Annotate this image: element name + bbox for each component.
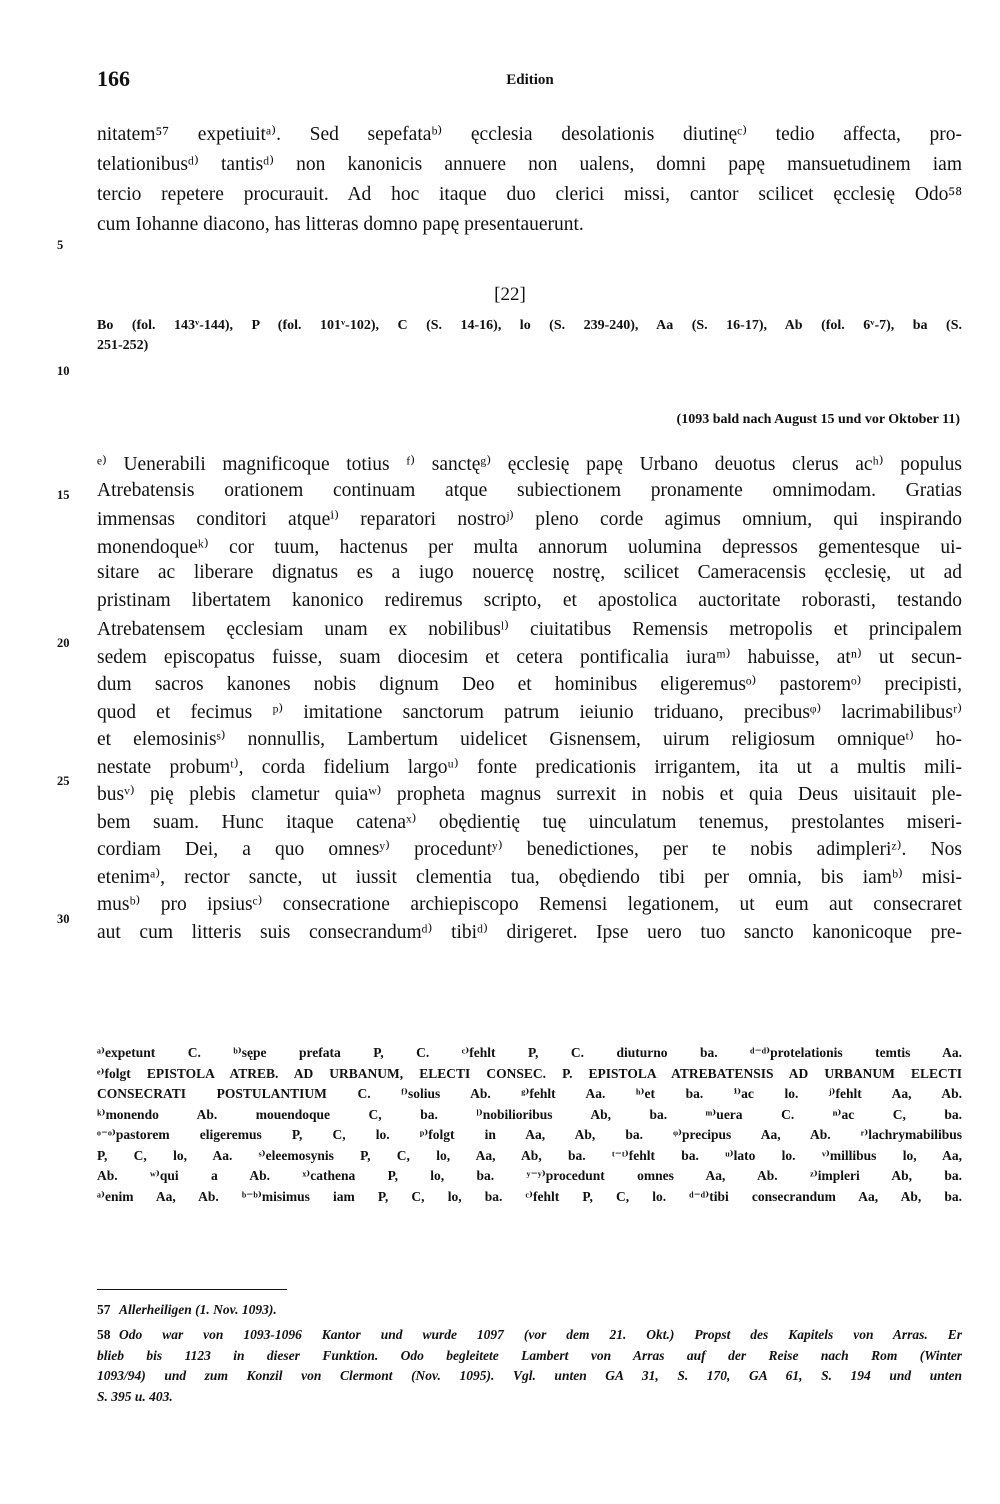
text-line: monendoqueᵏ⁾ cor tuum, hactenus per multa annorum uolumina depressos gementesque ui- [97,536,962,558]
apparatus-line: ᵃ⁾enim Aa, Ab. ᵇ⁻ᵇ⁾misimus iam P, C, lo, ba. ᶜ⁾fehlt P, C, lo. ᵈ⁻ᵈ⁾tibi consecrandum Aa, Ab, ba. [97,1188,962,1204]
page-number: 166 [97,66,130,91]
text-line: sitare ac liberare dignatus es a iugo nouercę nostrę, scilicet Cameracensis ęcclesię, ut ad [97,562,962,583]
text-line: etenimᵃ⁾, rector sancte, ut iussit clementia tua, obędiendo tibi per omnia, bis iamᵇ⁾ misi- [97,866,962,888]
intro-line: telationibusᵈ⁾ tantisᵈ⁾ non kanonicis annuere non ualens, domni papę mansuetudinem iam [97,154,962,175]
text-line: cordiam Dei, a quo omnesʸ⁾ proceduntʸ⁾ benedictiones, per te nobis adimpleriᶻ⁾. Nos [97,839,962,860]
line-number: 30 [57,912,70,926]
witness-line: Bo (fol. 143ᵛ-144), P (fol. 101ᵛ-102), C (S. 14-16), lo (S. 239-240), Aa (S. 16-17), Ab (fol. 6ᵛ-7), ba (S. [97,318,962,333]
text-line: dum sacros kanones nobis dignum Deo et hominibus eligeremusᵒ⁾ pastoremᵒ⁾ precipisti, [97,674,962,695]
intro-line: cum Iohanne diacono, has litteras domno papę presentauerunt. [97,214,584,235]
apparatus-line: CONSECRATI POSTULANTIUM C. ᶠ⁾solius Ab. ᵍ⁾fehlt Aa. ʰ⁾et ba. ⁱ⁾ac lo. ʲ⁾fehlt Aa, Ab. [97,1086,962,1101]
footnote-line: 1093/94) und zum Konzil von Clermont (Nov. 1095). Vgl. unten GA 31, S. 170, GA 61, S. 194 und unten [97,1368,962,1383]
intro-line: tercio repetere procurauit. Ad hoc itaque duo clerici missi, cantor scilicet ęcclesię Odo⁵⁸ [97,184,962,205]
line-number: 20 [57,636,70,650]
text-line: pristinam libertatem kanonico rediremus scripto, et apostolica auctoritate roborasti, testando [97,589,962,611]
text-line: immensas conditori atqueⁱ⁾ reparatori nostroʲ⁾ pleno corde agimus omnium, qui inspirando [97,509,962,530]
text-line: aut cum litteris suis consecrandumᵈ⁾ tibiᵈ⁾ dirigeret. Ipse uero tuo sancto kanonicoque pre- [97,921,962,943]
footnote-divider [97,1289,287,1290]
text-line: quod et fecimus ᵖ⁾ imitatione sanctorum patrum ieiunio triduano, precibusᵠ⁾ lacrimabilibusʳ⁾ [97,701,962,723]
text-line: musᵇ⁾ pro ipsiusᶜ⁾ consecratione archiepiscopo Remensi legationem, ut eum aut consecraret [97,894,962,915]
running-title: Edition [506,72,554,88]
witness-line: 251-252) [97,338,149,353]
footnote-line: Odo war von 1093-1096 Kantor und wurde 1097 (vor dem 21. Okt.) Propst des Kapitels von Arras. Er [119,1327,962,1342]
line-number: 15 [57,488,70,502]
text-line: sedem episcopatus fuisse, suam diocesim et cetera pontificalia iuraᵐ⁾ habuisse, atⁿ⁾ ut secun- [97,646,962,668]
apparatus-line: ᵉ⁾folgt EPISTOLA ATREB. AD URBANUM, ELECTI CONSEC. P. EPISTOLA ATREBATENSIS AD URBANUM ELECTI [97,1065,962,1081]
apparatus-line: ᵃ⁾expetunt C. ᵇ⁾sępe prefata P, C. ᶜ⁾fehlt P, C. diuturno ba. ᵈ⁻ᵈ⁾protelationis temtis Aa. [97,1045,962,1060]
text-line: ᵉ⁾ Uenerabili magnificoque totius ᶠ⁾ sanctęᵍ⁾ ęcclesię papę Urbano deuotus clerus acʰ⁾ populus [97,454,962,475]
intro-line: nitatem⁵⁷ expetiuitᵃ⁾. Sed sepefataᵇ⁾ ęcclesia desolationis diutinęᶜ⁾ tedio affecta, pro- [97,124,962,145]
footnote-number: 57 [97,1302,111,1317]
text-line: busᵛ⁾ pię plebis clametur quiaʷ⁾ propheta magnus surrexit in nobis et quia Deus uisitauit ple- [97,784,962,805]
footnote-line: Allerheiligen (1. Nov. 1093). [119,1302,277,1317]
apparatus-line: Ab. ʷ⁾qui a Ab. ˣ⁾cathena P, lo, ba. ʸ⁻ʸ⁾procedunt omnes Aa, Ab. ᶻ⁾impleri Ab, ba. [97,1168,962,1183]
apparatus-line: P, C, lo, Aa. ˢ⁾eleemosynis P, C, lo, Aa, Ab, ba. ᵗ⁻ᵗ⁾fehlt ba. ᵘ⁾lato lo. ᵛ⁾millibus lo, Aa, [97,1147,962,1163]
line-number: 5 [57,238,64,252]
text-line: bem suam. Hunc itaque catenaˣ⁾ obędientię tuę uinculatum tenemus, prestolantes miseri- [97,811,962,833]
document-dating: (1093 bald nach August 15 und vor Oktober 11) [676,412,960,427]
apparatus-line: ᵏ⁾monendo Ab. mouendoque C, ba. ˡ⁾nobilioribus Ab, ba. ᵐ⁾uera C. ⁿ⁾ac C, ba. [97,1106,962,1122]
footnote-line: S. 395 u. 403. [97,1388,173,1404]
text-line: Atrebatensis orationem continuam atque subiectionem pronamente omnimodam. Gratias [97,479,962,501]
text-line: nestate probumᵗ⁾, corda fidelium largoᵘ⁾ fonte predicationis irrigantem, ita ut a multis mili- [97,756,962,778]
footnote-line: blieb bis 1123 in dieser Funktion. Odo begleitete Lambert von Arras auf der Reise nach Rom (Winter [97,1347,962,1363]
footnote-number: 58 [97,1327,111,1342]
text-line: Atrebatensem ęcclesiam unam ex nobilibusˡ⁾ ciuitatibus Remensis metropolis et principalem [97,619,962,640]
line-number: 25 [57,774,70,788]
line-number: 10 [57,364,70,378]
apparatus-line: ᵒ⁻ᵒ⁾pastorem eligeremus P, C, lo. ᵖ⁾folgt in Aa, Ab, ba. ᵠ⁾precipus Aa, Ab. ʳ⁾lachrymabilibus [97,1127,962,1142]
document-number: [22] [494,284,526,305]
text-line: et elemosinisˢ⁾ nonnullis, Lambertum uidelicet Gisnensem, uirum religiosum omniqueᵗ⁾ ho- [97,729,962,750]
